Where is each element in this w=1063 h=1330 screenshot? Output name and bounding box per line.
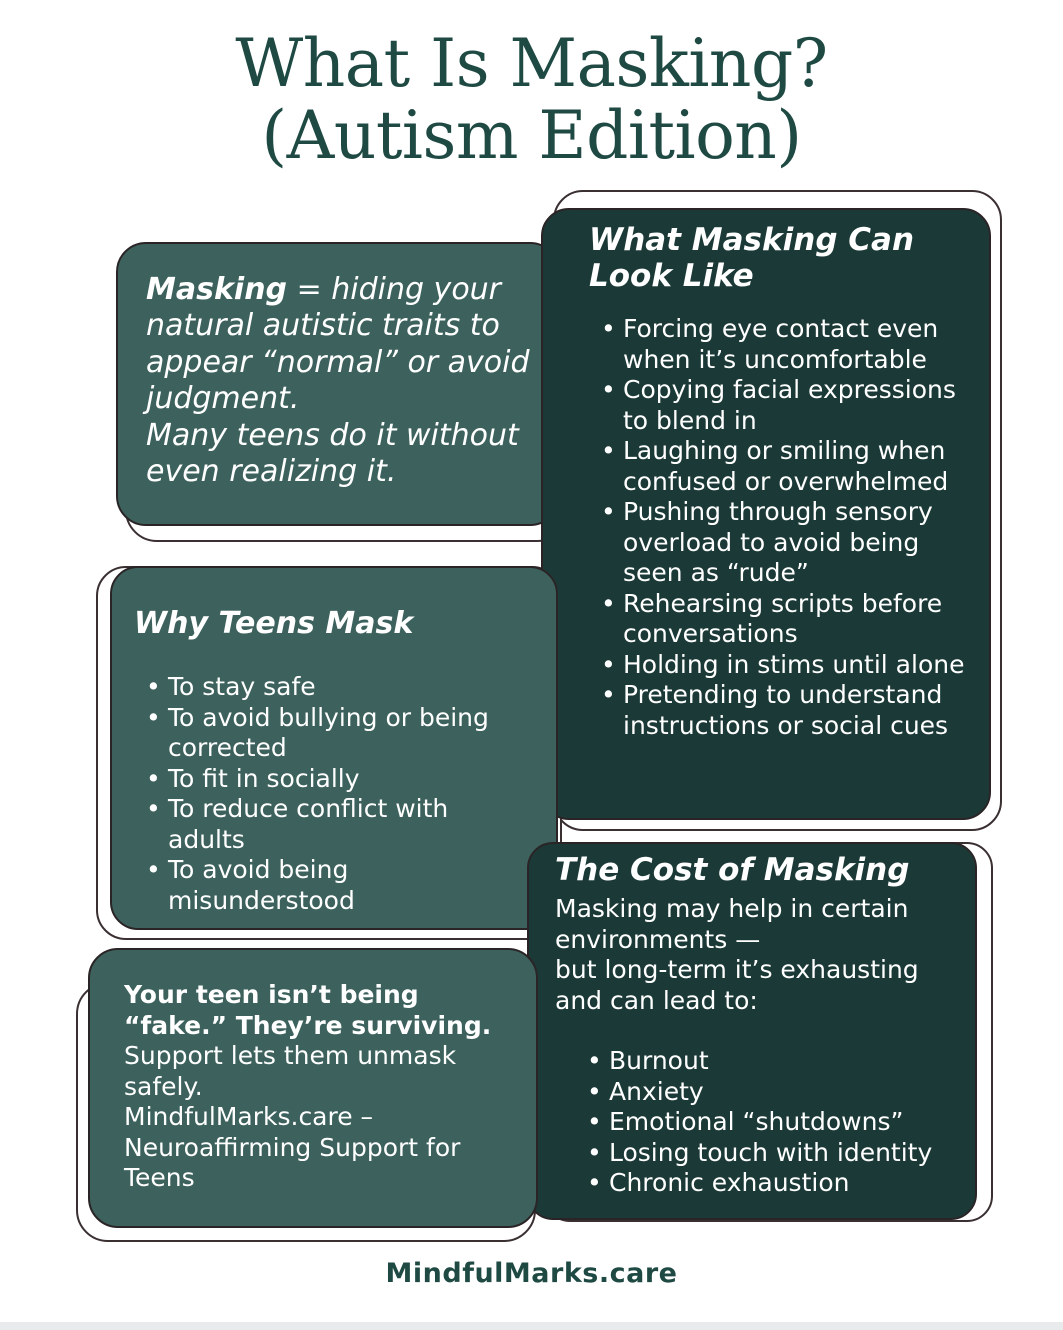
list-item: • Anxiety: [585, 1077, 965, 1108]
footer-site: MindfulMarks.care: [385, 1258, 678, 1289]
cost-intro-line-2: but long-term it’s exhausting and can lead to:: [555, 955, 919, 1015]
list-item: • Forcing eye contact even when it’s uncomfortable: [599, 314, 967, 375]
cost-intro: [555, 894, 955, 1016]
cost-heading: The Cost of Masking: [555, 852, 910, 888]
support-bold-text: [124, 980, 536, 1041]
looks-like-list: [599, 314, 967, 741]
list-item: • Laughing or smiling when confused or overwhelmed: [599, 436, 967, 497]
list-item: • Pushing through sensory overload to avoid being seen as “rude”: [599, 497, 967, 589]
list-item: • Chronic exhaustion: [585, 1168, 965, 1199]
list-item: • Emotional “shutdowns”: [585, 1107, 965, 1138]
definition-note: Many teens do it without even realizing it.: [146, 417, 519, 490]
support-credit: MindfulMarks.care – Neuroaffirming Support for Teens: [124, 1102, 461, 1192]
page-title: [0, 25, 1063, 174]
list-item: • To fit in socially: [144, 764, 504, 795]
definition-card: [116, 242, 560, 526]
support-card: [88, 948, 538, 1228]
cost-card: [527, 842, 977, 1220]
list-item: • To avoid bullying or being corrected: [144, 703, 504, 764]
support-text: Support lets them unmask safely.: [124, 1041, 457, 1101]
title-line-1: What Is Masking?: [235, 25, 828, 102]
definition-body: = hiding your natural autistic traits to appear “normal” or avoid judgment.: [146, 272, 530, 417]
title-line-2: (Autism Edition): [261, 97, 802, 174]
list-item: • Burnout: [585, 1046, 965, 1077]
looks-like-heading: [589, 222, 989, 294]
cost-intro-line-1: Masking may help in certain environments —: [555, 894, 909, 954]
why-card: [110, 566, 558, 930]
support-bold-line-1: Your teen isn’t being: [124, 980, 419, 1009]
list-item: • To stay safe: [144, 672, 504, 703]
cost-list: [585, 1046, 965, 1199]
list-item: • Losing touch with identity: [585, 1138, 965, 1169]
list-item: • Pretending to understand instructions or social cues: [599, 680, 967, 741]
list-item: • Copying facial expressions to blend in: [599, 375, 967, 436]
list-item: • Rehearsing scripts before conversations: [599, 589, 967, 650]
looks-like-heading-line-1: What Masking Can: [589, 222, 915, 258]
definition-text: [146, 272, 556, 490]
support-bold-line-2: “fake.” They’re surviving.: [124, 1010, 492, 1040]
looks-like-card: [541, 208, 991, 820]
list-item: • To reduce conflict with adults: [144, 794, 504, 855]
definition-term: Masking: [146, 272, 288, 307]
why-heading: Why Teens Mask: [134, 606, 414, 641]
looks-like-heading-line-2: Look Like: [589, 258, 754, 294]
why-list: [144, 672, 504, 916]
list-item: • Holding in stims until alone: [599, 650, 967, 681]
list-item: • To avoid being misunderstood: [144, 855, 504, 916]
